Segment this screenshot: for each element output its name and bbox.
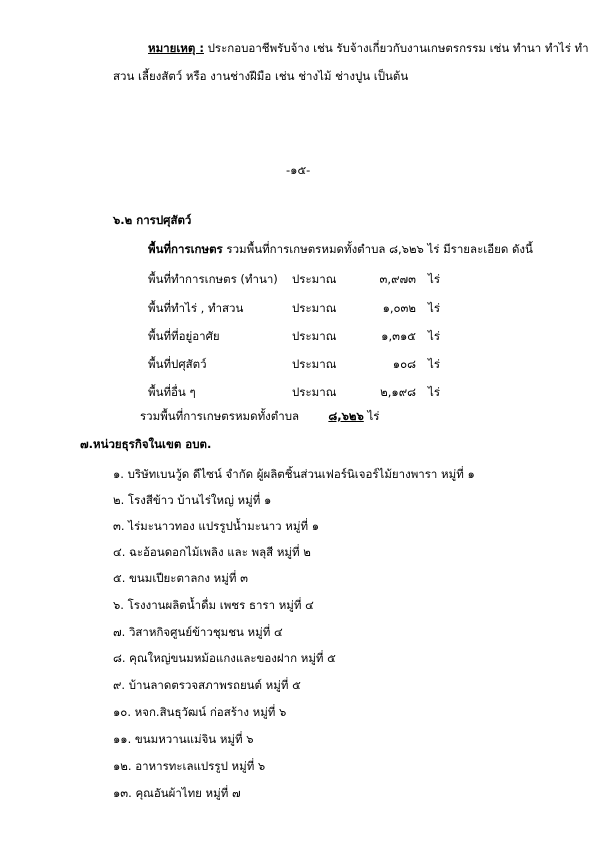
- area-summary: รวมพื้นที่การเกษตรหมดทั้งตำบล ๘,๖๒๖ ไร่ มีรายละเอียด ดังนี้: [226, 242, 533, 256]
- note-line-1: [148, 40, 589, 58]
- land-label: พื้นที่ทำการเกษตร (ทำนา): [148, 272, 278, 286]
- total-unit: ไร่: [367, 409, 380, 423]
- note-text-1: ประกอบอาชีพรับจ้าง เช่น รับจ้างเกี่ยวกับงานเกษตรกรรม เช่น ทำนา ทำไร่ ทำ: [207, 41, 589, 55]
- land-value: ๓,๙๗๓: [379, 272, 416, 286]
- land-value: ๒,๑๙๘: [380, 385, 416, 399]
- land-label: พื้นที่ปศุสัตว์: [148, 357, 207, 371]
- land-label: พื้นที่ที่อยู่อาศัย: [148, 329, 220, 343]
- land-row: [148, 384, 440, 402]
- business-item: ๗. วิสาหกิจศูนย์ข้าวชุมชน หมู่ที่ ๔: [113, 625, 283, 639]
- area-summary-line: [148, 241, 533, 259]
- land-value: ๑,๓๑๕: [381, 329, 416, 343]
- business-item: ๘. คุณใหญ่ขนมหม้อแกงและของฝาก หมู่ที่ ๕: [113, 651, 336, 665]
- page-number: -๑๕-: [286, 163, 311, 177]
- business-item: ๑๐. หจก.สินธุวัฒน์ ก่อสร้าง หมู่ที่ ๖: [113, 705, 287, 719]
- land-label: พื้นที่อื่น ๆ: [148, 385, 196, 399]
- business-item: ๑. บริษัทเบนวู้ด ดีไซน์ จำกัด ผู้ผลิตชิ้นส่วนเฟอร์นิเจอร์ไม้ยางพารา หมู่ที่ ๑: [113, 467, 475, 481]
- land-unit: ไร่: [428, 385, 440, 399]
- land-prefix: ประมาณ: [292, 357, 337, 371]
- business-item: ๑๑. ขนมหวานแม่จิน หมู่ที่ ๖: [113, 732, 254, 746]
- land-label: พื้นที่ทำไร่ , ทำสวน: [148, 301, 244, 315]
- land-unit: ไร่: [428, 329, 440, 343]
- land-prefix: ประมาณ: [292, 329, 337, 343]
- business-item: ๑๓. คุณอันผ้าไทย หมู่ที่ ๗: [113, 786, 241, 800]
- land-row: [148, 328, 440, 346]
- land-unit: ไร่: [428, 357, 440, 371]
- land-value: ๑,๐๓๒: [382, 301, 416, 315]
- land-prefix: ประมาณ: [292, 272, 337, 286]
- land-row: [148, 356, 440, 374]
- livestock-heading: ๖.๒ การปศุสัตว์: [113, 213, 192, 227]
- land-prefix: ประมาณ: [292, 301, 337, 315]
- area-title: พื้นที่การเกษตร: [148, 242, 223, 256]
- land-prefix: ประมาณ: [292, 385, 337, 399]
- land-row: [148, 300, 440, 318]
- land-unit: ไร่: [428, 272, 440, 286]
- area-total-line: [140, 408, 379, 426]
- business-item: ๑๒. อาหารทะเลแปรรูป หมู่ที่ ๖: [113, 759, 266, 773]
- land-row: [148, 271, 440, 289]
- business-item: ๕. ขนมเปียะตาลกง หมู่ที่ ๓: [113, 571, 248, 585]
- business-item: ๒. โรงสีข้าว บ้านไร่ใหญ่ หมู่ที่ ๑: [113, 493, 272, 507]
- business-item: ๓. ไร่มะนาวทอง แปรรูปน้ำมะนาว หมู่ที่ ๑: [113, 519, 319, 533]
- business-item: ๙. บ้านลาดตรวจสภาพรถยนต์ หมู่ที่ ๕: [113, 678, 301, 692]
- business-item: ๖. โรงงานผลิตน้ำดื่ม เพชร ธารา หมู่ที่ ๔: [113, 598, 314, 612]
- total-label: รวมพื้นที่การเกษตรหมดทั้งตำบล: [140, 409, 300, 423]
- total-value: ๘,๖๒๖: [328, 409, 364, 423]
- land-unit: ไร่: [428, 301, 440, 315]
- business-item: ๔. ฉะอ้อนดอกไม้เพลิง และ พลุสี หมู่ที่ ๒: [113, 545, 311, 559]
- businesses-heading: ๗.หน่วยธุรกิจในเขต อบต.: [80, 437, 212, 451]
- note-line-2: สวน เลี้ยงสัตว์ หรือ งานช่างฝีมือ เช่น ช่างไม้ ช่างปูน เป็นต้น: [113, 69, 409, 83]
- land-value: ๑๐๘: [392, 357, 416, 371]
- note-label: หมายเหตุ :: [148, 41, 204, 55]
